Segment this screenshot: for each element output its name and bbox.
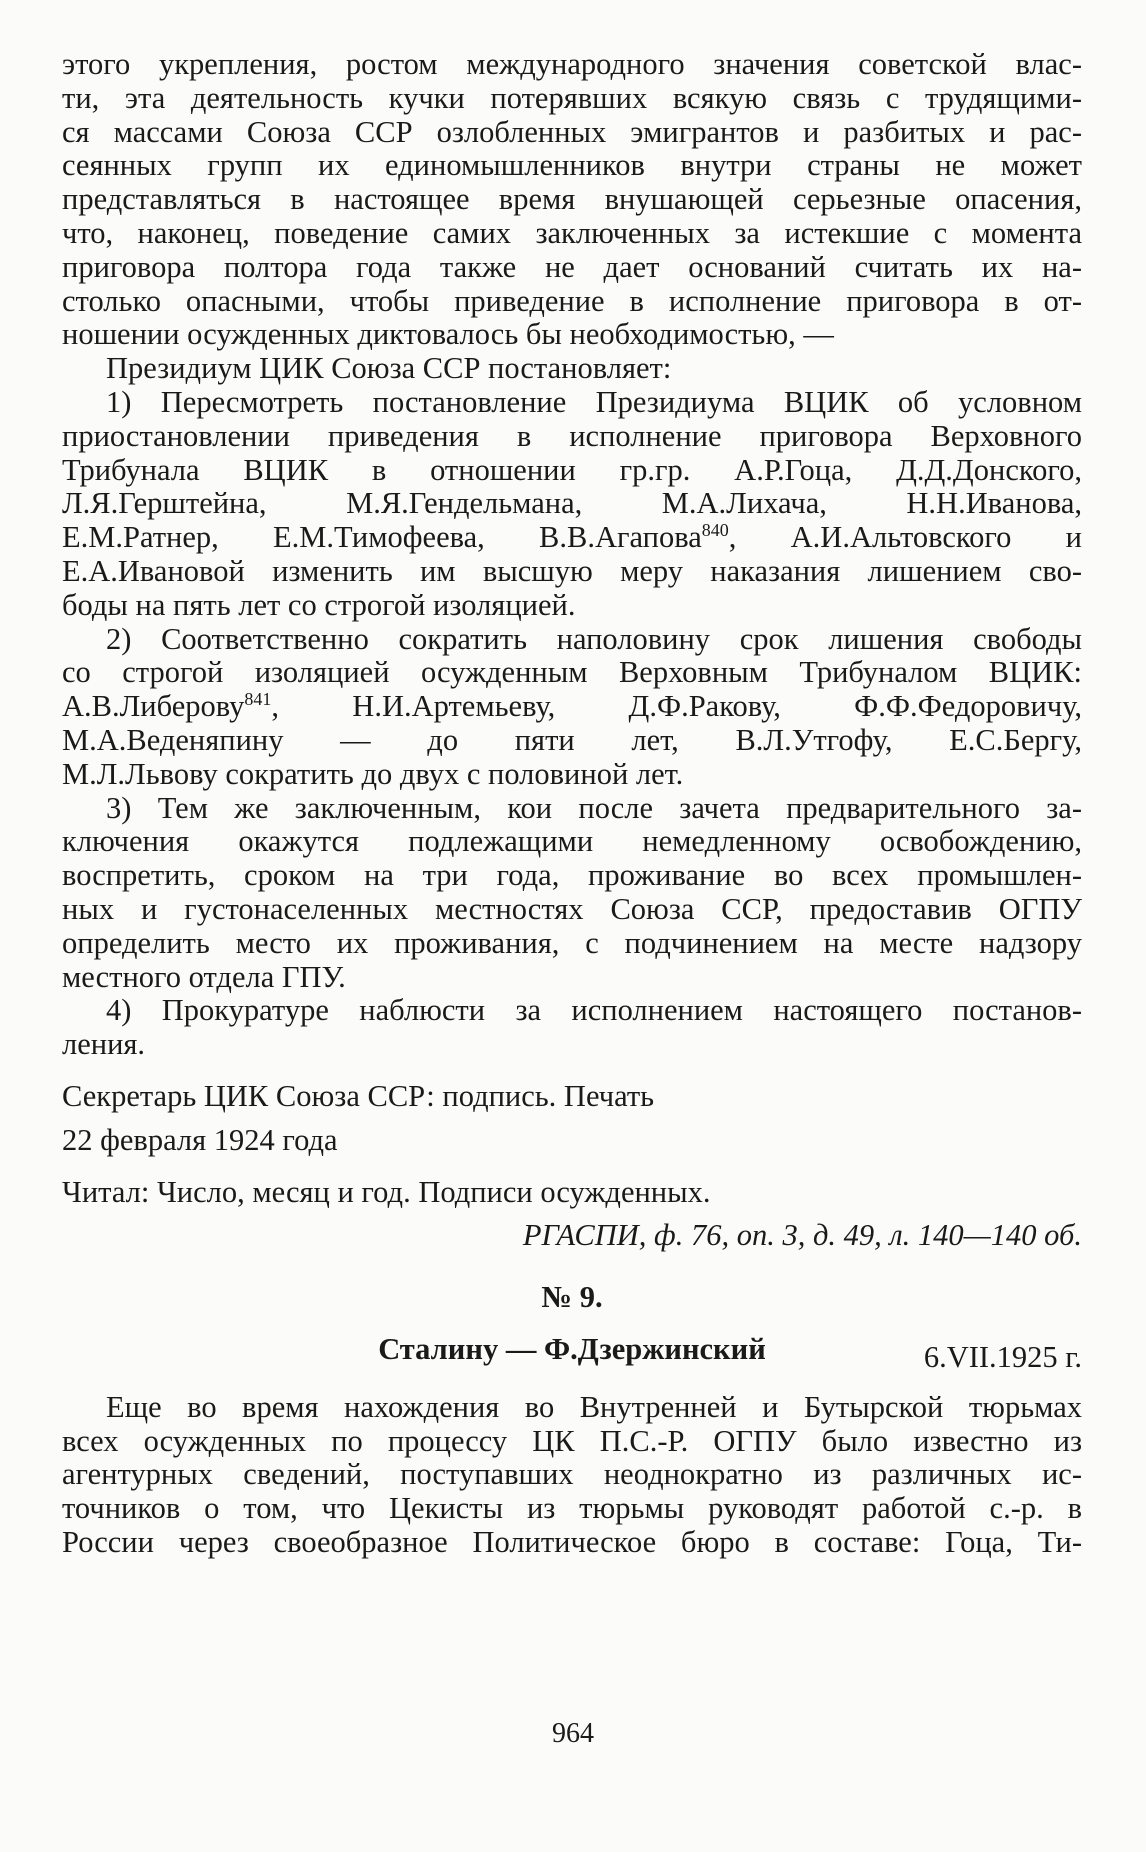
text-line: столько опасными, чтобы приведение в исполнение приговора в от-: [62, 283, 1082, 318]
text-line: приостановлении приведения в исполнение приговора Верховного: [62, 418, 1082, 453]
text-line: Трибунала ВЦИК в отношении гр.гр. А.Р.Гоца, Д.Д.Донского,: [62, 452, 1082, 487]
text-line: 4) Прокуратуре наблюсти за исполнением настоящего постанов-: [106, 993, 1082, 1028]
text-line: сеянных групп их единомышленников внутри страны не может: [62, 148, 1082, 183]
document-text: [62, 48, 1082, 1560]
item-3-paragraph: [62, 792, 1082, 995]
item-1-paragraph: [62, 386, 1082, 623]
document-title: Сталину — Ф.Дзержинский: [378, 1331, 766, 1366]
text-line: [62, 521, 1082, 555]
document-header: [62, 1331, 1082, 1374]
text-line: этого укрепления, ростом международного значения советской влас-: [62, 47, 1082, 81]
read-line: Читал: Число, месяц и год. Подписи осужденных.: [62, 1174, 711, 1209]
text-line: России через своеобразное Политическое бюро в составе: Гоца, Ти-: [62, 1525, 1082, 1560]
text-segment: Е.М.Ратнер, Е.М.Тимофеева, В.В.Агапова: [62, 520, 702, 555]
footnote-ref: 840: [701, 520, 729, 540]
text-line: точников о том, что Цекисты из тюрьмы руководят работой с.-р. в: [62, 1491, 1082, 1526]
text-line: со строгой изоляцией осужденным Верховным Трибуналом ВЦИК:: [62, 655, 1082, 690]
text-line: 2) Соответственно сократить наполовину срок лишения свободы: [106, 621, 1082, 656]
footnote-ref: 841: [244, 688, 272, 709]
text-line: 3) Тем же заключенным, кои после зачета предварительного за-: [106, 790, 1082, 825]
text-line: Еще во время нахождения во Внутренней и Бутырской тюрьмах: [106, 1389, 1082, 1424]
text-line: ления.: [62, 1027, 146, 1062]
text-line: М.А.Веденяпину — до пяти лет, В.Л.Утгофу, Е.С.Бергу,: [62, 722, 1082, 757]
text-line: Е.А.Ивановой изменить им высшую меру наказания лишением сво-: [62, 553, 1082, 588]
text-line: М.Л.Львову сократить до двух с половиной лет.: [62, 756, 684, 791]
text-line: ся массами Союза ССР озлобленных эмигрантов и разбитых и рас-: [62, 114, 1082, 149]
text-line: воспретить, сроком на три года, проживание во всех промышлен-: [62, 858, 1082, 893]
text-line: боды на пять лет со строгой изоляцией.: [62, 587, 576, 622]
text-line: [62, 690, 1082, 724]
text-line: ключения окажутся подлежащими немедленному освобождению,: [62, 824, 1082, 859]
text-line: всех осужденных по процессу ЦК П.С.-Р. ОГПУ было известно из: [62, 1423, 1082, 1458]
text-line: 1) Пересмотреть постановление Президиума ВЦИК об условном: [106, 384, 1082, 419]
document-date: 6.VII.1925 г.: [923, 1339, 1082, 1374]
text-line: определить место их проживания, с подчинением на месте надзору: [62, 925, 1082, 960]
text-line: приговора полтора года также не дает оснований считать их на-: [62, 249, 1082, 284]
text-segment: , А.И.Альтовского и: [728, 520, 1082, 555]
text-segment: А.В.Либерову: [62, 689, 245, 724]
text-line: местного отдела ГПУ.: [62, 959, 346, 994]
intro-paragraph: [62, 48, 1082, 352]
text-line: Л.Я.Герштейна, М.Я.Гендельмана, М.А.Лихача, Н.Н.Иванова,: [62, 486, 1082, 521]
presidium-paragraph: [62, 352, 1082, 386]
text-line: представляться в настоящее время внушающей серьезные опасения,: [62, 182, 1082, 217]
item-4-paragraph: [62, 994, 1082, 1062]
text-line: ти, эта деятельность кучки потерявших всякую связь с трудящими-: [62, 80, 1082, 115]
text-line: что, наконец, поведение самих заключенных за истекшие с момента: [62, 215, 1082, 250]
presidium-line: Президиум ЦИК Союза ССР постановляет:: [106, 351, 672, 386]
secretary-line: Секретарь ЦИК Союза ССР: подпись. Печать: [62, 1078, 655, 1113]
page-number: 964: [552, 1718, 594, 1749]
text-line: агентурных сведений, поступавших неоднократно из различных ис-: [62, 1457, 1082, 1492]
text-line: ношении осужденных диктовалось бы необходимостью, —: [62, 317, 834, 352]
item-2-paragraph: [62, 623, 1082, 792]
text-segment: , Н.И.Артемьеву, Д.Ф.Ракову, Ф.Ф.Федоровичу,: [271, 689, 1082, 724]
doc9-paragraph: [62, 1391, 1082, 1560]
text-line: ных и густонаселенных местностях Союза ССР, предоставив ОГПУ: [62, 891, 1082, 926]
document-number: № 9.: [541, 1280, 603, 1315]
decree-date: 22 февраля 1924 года: [62, 1122, 338, 1157]
archive-source: РГАСПИ, ф. 76, оп. 3, д. 49, л. 140—140 об.: [522, 1218, 1082, 1253]
